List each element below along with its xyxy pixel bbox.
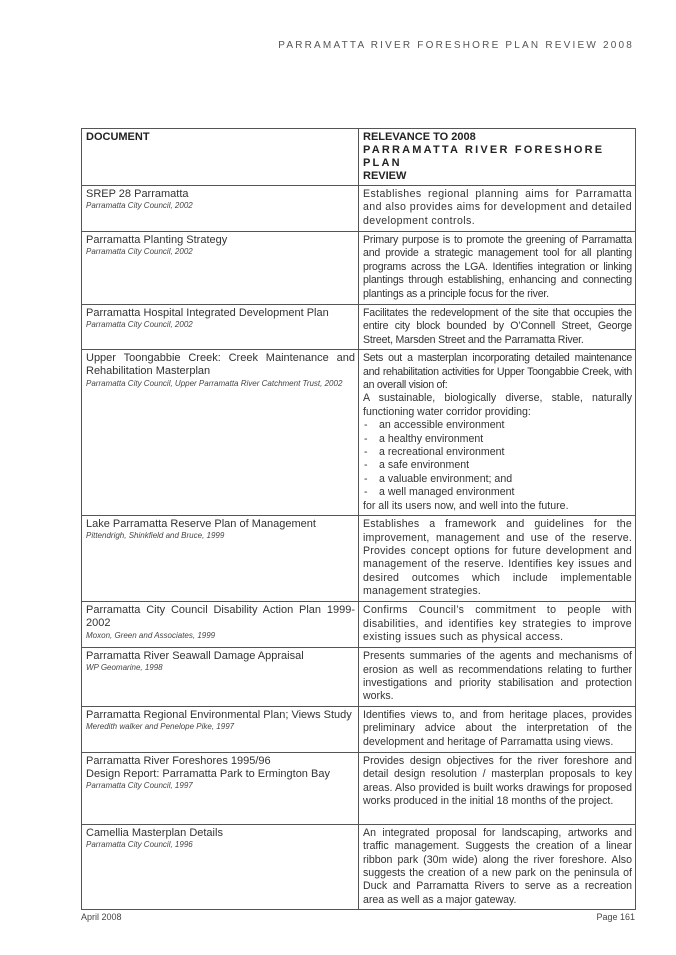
document-cell — [82, 232, 359, 305]
relevance-cell — [359, 752, 636, 824]
list-item: - a safe environment — [363, 459, 632, 472]
document-title: Parramatta Hospital Integrated Development Plan — [86, 307, 329, 319]
relevance-cell — [359, 602, 636, 648]
relevance-text: Confirms Council’s commitment to people with disabilities, and identifies key strategies to improve existing issues such as physical access. — [363, 604, 632, 644]
table-row — [82, 305, 636, 350]
document-title: Parramatta City Council Disability Action Plan 1999-2002 — [86, 604, 355, 630]
relevance-vision: A sustainable, biologically diverse, stable, naturally functioning water corridor providing: — [363, 392, 632, 418]
table-row — [82, 752, 636, 824]
footer-page-number: Page 161 — [596, 912, 635, 922]
document-title: Parramatta Planting Strategy — [86, 234, 228, 246]
environment-list — [363, 419, 632, 499]
document-title: Camellia Masterplan Details — [86, 826, 223, 839]
list-item: - a recreational environment — [363, 446, 632, 459]
relevance-text: Establishes a framework and guidelines for the improvement, management and use of the reserve. Provides concept options for future development and management of the reserve. Identifies key issues and desired outcomes which include implementable management strategies. — [363, 518, 632, 598]
table-row — [82, 516, 636, 602]
document-cell — [82, 602, 359, 648]
document-source: Parramatta City Council, 1997 — [86, 781, 193, 791]
document-source: Pittendrigh, Shinkfield and Bruce, 1999 — [86, 531, 225, 541]
document-source: Moxon, Green and Associates, 1999 — [86, 630, 216, 640]
list-item: - a valuable environment; and — [363, 473, 632, 486]
relevance-text: Facilitates the redevelopment of the site that occupies the entire city block bounded by O’Connell Street, George Street, Marsden Street and the Parramatta River. — [363, 307, 632, 346]
relevance-cell — [359, 824, 636, 909]
document-source: Parramatta City Council, 2002 — [86, 247, 193, 257]
documents-table — [81, 128, 636, 910]
relevance-cell — [359, 305, 636, 350]
document-cell — [82, 648, 359, 707]
document-source: Parramatta City Council, 2002 — [86, 201, 193, 211]
relevance-cell — [359, 516, 636, 602]
relevance-text: Provides design objectives for the river foreshore and detail design resolution / masterplan proposals to key areas. Also provided is built works drawings for proposed works produced in the initial 18 months of the project. — [363, 754, 632, 808]
document-title: Lake Parramatta Reserve Plan of Management — [86, 518, 316, 531]
column-header-relevance: RELEVANCE TO 2008 PARRAMATTA RIVER FORESHORE PLAN REVIEW — [359, 129, 636, 186]
relevance-cell — [359, 186, 636, 232]
column-header-document: DOCUMENT — [82, 129, 359, 186]
document-title-line-2: Design Report: Parramatta Park to Ermington Bay — [86, 768, 330, 781]
list-item: - a well managed environment — [363, 486, 632, 499]
document-source: WP Geomarine, 1998 — [86, 663, 163, 673]
document-cell — [82, 824, 359, 909]
list-item: - a healthy environment — [363, 433, 632, 446]
document-cell — [82, 186, 359, 232]
relevance-text: Sets out a masterplan incorporating detailed maintenance and rehabilitation activities for Upper Toongabbie Creek, with an overall vision of: — [363, 352, 632, 392]
document-cell — [82, 706, 359, 752]
list-item: - an accessible environment — [363, 419, 632, 432]
document-title: SREP 28 Parramatta — [86, 188, 189, 200]
table-row — [82, 232, 636, 305]
document-source: Parramatta City Council, 2002 — [86, 320, 193, 330]
table-header-row — [82, 129, 636, 186]
table-row — [82, 350, 636, 516]
table-row — [82, 186, 636, 232]
document-cell — [82, 752, 359, 824]
document-title: Parramatta River Seawall Damage Appraisal — [86, 650, 304, 663]
relevance-text: Presents summaries of the agents and mechanisms of erosion as well as recommendations relating to further investigations and priority stabilisation and protection works. — [363, 650, 632, 703]
relevance-cell — [359, 350, 636, 516]
table-row — [82, 706, 636, 752]
document-source: Parramatta City Council, 1996 — [86, 840, 193, 850]
document-cell — [82, 350, 359, 516]
document-source: Parramatta City Council, Upper Parramatta River Catchment Trust, 2002 — [86, 378, 343, 388]
relevance-cell — [359, 706, 636, 752]
relevance-text: An integrated proposal for landscaping, artworks and traffic management. Suggests the creation of a linear ribbon park (30m wide) along the river foreshore. Also suggests the creation of a new park on the peninsula of Duck and Parramatta Rivers to serve as a recreation area as well as a major gateway. — [363, 826, 632, 906]
document-cell — [82, 305, 359, 350]
document-title: Upper Toongabbie Creek: Creek Maintenance and Rehabilitation Masterplan — [86, 352, 355, 378]
document-title: Parramatta Regional Environmental Plan; Views Study — [86, 708, 352, 721]
relevance-cell — [359, 648, 636, 707]
footer-date: April 2008 — [81, 912, 122, 922]
document-source: Meredith walker and Penelope Pike, 1997 — [86, 722, 235, 732]
document-title: Parramatta River Foreshores 1995/96 — [86, 754, 271, 767]
running-header: PARRAMATTA RIVER FORESHORE PLAN REVIEW 2008 — [278, 40, 634, 51]
relevance-text: Identifies views to, and from heritage places, provides preliminary advice about the interpretation of the development and heritage of Parramatta using views. — [363, 708, 632, 748]
relevance-cell — [359, 232, 636, 305]
relevance-text: Establishes regional planning aims for Parramatta and also provides aims for development and detailed development controls. — [363, 188, 632, 227]
table-row — [82, 602, 636, 648]
table-row — [82, 648, 636, 707]
relevance-text: Primary purpose is to promote the greening of Parramatta and provide a strategic management tool for all planting programs across the LGA. Identifies integration or linking plantings through establishing, enhancing and connecting plantings as a principle focus for the river. — [363, 234, 632, 300]
relevance-closing: for all its users now, and well into the future. — [363, 499, 569, 512]
table-row — [82, 824, 636, 909]
document-cell — [82, 516, 359, 602]
